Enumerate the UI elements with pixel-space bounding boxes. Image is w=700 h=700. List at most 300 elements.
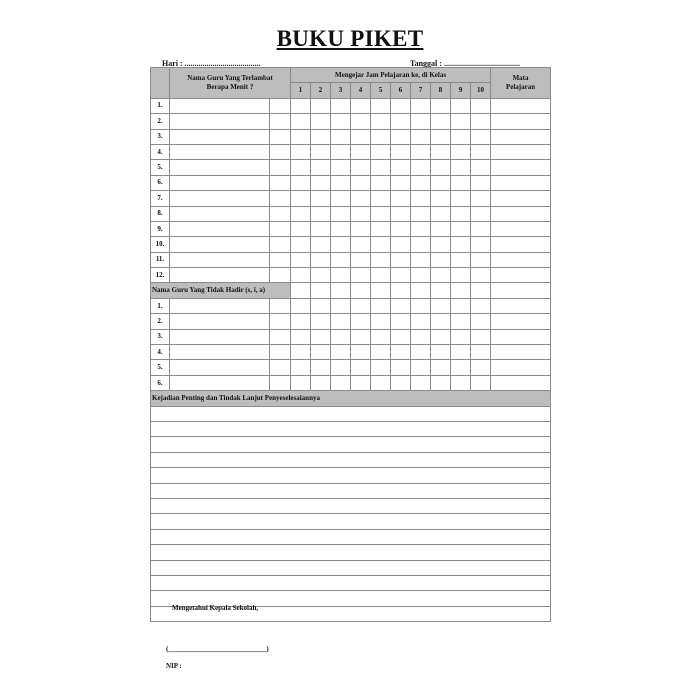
- period-cell[interactable]: [351, 298, 371, 313]
- period-cell[interactable]: [311, 345, 331, 360]
- period-cell[interactable]: [311, 237, 331, 252]
- period-cell[interactable]: [451, 314, 471, 329]
- subject-cell[interactable]: [491, 191, 551, 206]
- period-cell[interactable]: [351, 206, 371, 221]
- period-cell[interactable]: [451, 268, 471, 283]
- event-line-cell[interactable]: [151, 545, 551, 560]
- period-cell[interactable]: [471, 129, 491, 144]
- period-cell[interactable]: [451, 129, 471, 144]
- period-cell[interactable]: [391, 345, 411, 360]
- period-cell[interactable]: [411, 144, 431, 159]
- period-cell[interactable]: [291, 329, 311, 344]
- teacher-name-cell[interactable]: [170, 329, 270, 344]
- period-cell[interactable]: [371, 237, 391, 252]
- event-line: [151, 514, 551, 529]
- period-cell[interactable]: [311, 191, 331, 206]
- late-teacher-row: [151, 252, 551, 267]
- teacher-name-cell[interactable]: [170, 144, 270, 159]
- period-cell[interactable]: [351, 129, 371, 144]
- period-cell[interactable]: [471, 360, 491, 375]
- period-cell[interactable]: [311, 160, 331, 175]
- period-cell[interactable]: [471, 206, 491, 221]
- period-cell[interactable]: [391, 360, 411, 375]
- period-cell[interactable]: [451, 221, 471, 236]
- period-cell[interactable]: [371, 345, 391, 360]
- nip-label: NIP :: [166, 662, 182, 670]
- row-number: 5.: [151, 360, 170, 375]
- event-line-cell[interactable]: [151, 468, 551, 483]
- period-cell[interactable]: [431, 160, 451, 175]
- event-line: [151, 529, 551, 544]
- subject-header: Mata Pelajaran: [491, 68, 551, 99]
- row-number: 10.: [151, 237, 170, 252]
- late-teacher-row: [151, 114, 551, 129]
- period-cell[interactable]: [411, 114, 431, 129]
- absent-teacher-row: [151, 375, 551, 390]
- teacher-name-cell[interactable]: [170, 360, 270, 375]
- subject-cell[interactable]: [491, 314, 551, 329]
- late-teacher-row: [151, 237, 551, 252]
- period-cell[interactable]: [391, 175, 411, 190]
- signature-line[interactable]: (____________________________): [166, 645, 269, 653]
- period-cell[interactable]: [331, 160, 351, 175]
- late-teacher-row: [151, 98, 551, 113]
- period-cell[interactable]: [291, 252, 311, 267]
- subject-cell[interactable]: [491, 98, 551, 113]
- teacher-name-cell[interactable]: [170, 98, 270, 113]
- minutes-cell[interactable]: [270, 345, 291, 360]
- period-cell[interactable]: [471, 314, 491, 329]
- period-cell[interactable]: [471, 375, 491, 390]
- period-cell[interactable]: [411, 237, 431, 252]
- period-cell[interactable]: [311, 98, 331, 113]
- period-cell[interactable]: [391, 375, 411, 390]
- period-cell[interactable]: [351, 191, 371, 206]
- period-cell[interactable]: [331, 298, 351, 313]
- period-cell[interactable]: [451, 329, 471, 344]
- period-cell[interactable]: [471, 329, 491, 344]
- period-cell[interactable]: [371, 160, 391, 175]
- period-cell[interactable]: [311, 268, 331, 283]
- period-number: 3: [331, 83, 351, 98]
- minutes-cell[interactable]: [270, 329, 291, 344]
- late-teacher-row: [151, 221, 551, 236]
- teacher-name-cell[interactable]: [170, 298, 270, 313]
- period-cell[interactable]: [391, 206, 411, 221]
- subject-cell[interactable]: [491, 114, 551, 129]
- period-cell[interactable]: [311, 206, 331, 221]
- period-cell[interactable]: [391, 252, 411, 267]
- period-cell[interactable]: [391, 144, 411, 159]
- period-cell[interactable]: [411, 129, 431, 144]
- period-cell[interactable]: [431, 114, 451, 129]
- minutes-cell[interactable]: [270, 129, 291, 144]
- period-cell[interactable]: [471, 268, 491, 283]
- absent-teacher-row: [151, 345, 551, 360]
- period-cell[interactable]: [471, 298, 491, 313]
- period-header: Mengejar Jam Pelajaran ke, di Kelas: [291, 68, 491, 83]
- period-cell[interactable]: [471, 237, 491, 252]
- principal-acknowledgement: Mengetahui Kepala Sekolah,: [172, 604, 259, 612]
- period-cell[interactable]: [451, 144, 471, 159]
- period-cell[interactable]: [371, 268, 391, 283]
- event-line: [151, 483, 551, 498]
- period-cell[interactable]: [451, 191, 471, 206]
- period-cell[interactable]: [331, 237, 351, 252]
- period-cell[interactable]: [471, 175, 491, 190]
- event-line-cell[interactable]: [151, 437, 551, 452]
- period-cell[interactable]: [451, 160, 471, 175]
- period-cell[interactable]: [331, 206, 351, 221]
- period-cell[interactable]: [311, 129, 331, 144]
- period-cell[interactable]: [471, 191, 491, 206]
- period-cell[interactable]: [291, 144, 311, 159]
- teacher-name-cell[interactable]: [170, 314, 270, 329]
- row-number: 12.: [151, 268, 170, 283]
- minutes-cell[interactable]: [270, 144, 291, 159]
- period-cell[interactable]: [431, 268, 451, 283]
- late-teacher-row: [151, 175, 551, 190]
- period-cell[interactable]: [291, 314, 311, 329]
- hari-field[interactable]: Hari : ......................................: [162, 59, 261, 68]
- period-cell[interactable]: [391, 129, 411, 144]
- period-cell[interactable]: [431, 175, 451, 190]
- period-cell[interactable]: [411, 345, 431, 360]
- teacher-name-cell[interactable]: [170, 252, 270, 267]
- period-cell[interactable]: [371, 298, 391, 313]
- period-cell[interactable]: [411, 329, 431, 344]
- period-cell[interactable]: [451, 360, 471, 375]
- period-cell[interactable]: [411, 98, 431, 113]
- subject-cell[interactable]: [491, 375, 551, 390]
- period-cell[interactable]: [411, 221, 431, 236]
- event-line-cell[interactable]: [151, 575, 551, 590]
- period-cell[interactable]: [351, 98, 371, 113]
- period-cell[interactable]: [471, 160, 491, 175]
- subject-cell[interactable]: [491, 298, 551, 313]
- teacher-name-cell[interactable]: [170, 221, 270, 236]
- event-line: [151, 545, 551, 560]
- event-line-cell[interactable]: [151, 421, 551, 436]
- late-teacher-row: [151, 144, 551, 159]
- period-cell[interactable]: [451, 375, 471, 390]
- minutes-cell[interactable]: [270, 360, 291, 375]
- teacher-name-cell[interactable]: [170, 175, 270, 190]
- period-cell[interactable]: [351, 360, 371, 375]
- period-cell[interactable]: [451, 298, 471, 313]
- event-line-cell[interactable]: [151, 529, 551, 544]
- period-cell[interactable]: [311, 221, 331, 236]
- period-cell[interactable]: [411, 314, 431, 329]
- period-cell[interactable]: [391, 298, 411, 313]
- period-cell[interactable]: [311, 314, 331, 329]
- period-cell[interactable]: [291, 206, 311, 221]
- row-number: 9.: [151, 221, 170, 236]
- period-cell[interactable]: [471, 98, 491, 113]
- period-number: 8: [431, 83, 451, 98]
- period-cell[interactable]: [411, 206, 431, 221]
- period-cell[interactable]: [351, 221, 371, 236]
- period-cell[interactable]: [431, 191, 451, 206]
- period-cell[interactable]: [351, 252, 371, 267]
- period-cell[interactable]: [411, 298, 431, 313]
- event-line: [151, 421, 551, 436]
- minutes-cell[interactable]: [270, 191, 291, 206]
- period-cell[interactable]: [331, 144, 351, 159]
- row-number: 2.: [151, 114, 170, 129]
- teacher-name-cell[interactable]: [170, 129, 270, 144]
- period-cell[interactable]: [391, 98, 411, 113]
- period-cell[interactable]: [351, 114, 371, 129]
- event-line: [151, 406, 551, 421]
- period-cell[interactable]: [471, 252, 491, 267]
- period-cell[interactable]: [331, 360, 351, 375]
- minutes-cell[interactable]: [270, 375, 291, 390]
- period-cell[interactable]: [351, 237, 371, 252]
- period-cell[interactable]: [291, 268, 311, 283]
- event-line: [151, 452, 551, 467]
- period-cell[interactable]: [311, 175, 331, 190]
- event-line-cell[interactable]: [151, 483, 551, 498]
- period-cell[interactable]: [331, 375, 351, 390]
- period-cell[interactable]: [331, 129, 351, 144]
- period-cell[interactable]: [391, 237, 411, 252]
- period-number: 10: [471, 83, 491, 98]
- period-cell[interactable]: [351, 160, 371, 175]
- period-cell[interactable]: [331, 221, 351, 236]
- period-cell[interactable]: [371, 114, 391, 129]
- period-cell[interactable]: [291, 160, 311, 175]
- period-cell[interactable]: [331, 114, 351, 129]
- period-number: 4: [351, 83, 371, 98]
- period-cell[interactable]: [311, 375, 331, 390]
- row-number: 3.: [151, 129, 170, 144]
- absent-teacher-row: [151, 360, 551, 375]
- subject-cell[interactable]: [491, 329, 551, 344]
- period-cell[interactable]: [331, 175, 351, 190]
- period-cell[interactable]: [311, 329, 331, 344]
- period-cell[interactable]: [311, 360, 331, 375]
- teacher-name-cell[interactable]: [170, 114, 270, 129]
- late-teacher-row: [151, 160, 551, 175]
- period-cell[interactable]: [451, 345, 471, 360]
- period-number: 2: [311, 83, 331, 98]
- period-cell[interactable]: [411, 375, 431, 390]
- period-cell[interactable]: [431, 360, 451, 375]
- period-cell[interactable]: [471, 144, 491, 159]
- period-cell[interactable]: [431, 329, 451, 344]
- period-cell[interactable]: [371, 191, 391, 206]
- period-cell[interactable]: [351, 268, 371, 283]
- late-teacher-rows: [151, 98, 551, 283]
- period-cell[interactable]: [291, 375, 311, 390]
- tanggal-field[interactable]: Tanggal : ......................................: [410, 59, 520, 68]
- period-cell[interactable]: [351, 314, 371, 329]
- subject-cell[interactable]: [491, 268, 551, 283]
- subject-cell[interactable]: [491, 175, 551, 190]
- period-cell[interactable]: [431, 375, 451, 390]
- period-cell[interactable]: [451, 206, 471, 221]
- period-cell[interactable]: [411, 175, 431, 190]
- period-cell[interactable]: [351, 329, 371, 344]
- period-cell[interactable]: [331, 268, 351, 283]
- minutes-cell[interactable]: [270, 175, 291, 190]
- period-cell[interactable]: [311, 298, 331, 313]
- period-cell[interactable]: [391, 329, 411, 344]
- period-cell[interactable]: [411, 268, 431, 283]
- minutes-cell[interactable]: [270, 206, 291, 221]
- late-teacher-row: [151, 191, 551, 206]
- minutes-cell[interactable]: [270, 160, 291, 175]
- teacher-name-cell[interactable]: [170, 160, 270, 175]
- subject-cell[interactable]: [491, 206, 551, 221]
- teacher-name-cell[interactable]: [170, 375, 270, 390]
- period-cell[interactable]: [371, 175, 391, 190]
- subject-cell[interactable]: [491, 345, 551, 360]
- period-cell[interactable]: [311, 114, 331, 129]
- period-cell[interactable]: [431, 144, 451, 159]
- period-number: 7: [411, 83, 431, 98]
- period-cell[interactable]: [451, 175, 471, 190]
- period-cell[interactable]: [291, 129, 311, 144]
- subject-cell[interactable]: [491, 160, 551, 175]
- period-cell[interactable]: [431, 237, 451, 252]
- row-number: 6.: [151, 375, 170, 390]
- row-number: 2.: [151, 314, 170, 329]
- period-cell[interactable]: [291, 191, 311, 206]
- period-cell[interactable]: [451, 252, 471, 267]
- row-number: 8.: [151, 206, 170, 221]
- period-cell[interactable]: [471, 114, 491, 129]
- period-cell[interactable]: [291, 221, 311, 236]
- subject-cell[interactable]: [491, 237, 551, 252]
- period-cell[interactable]: [351, 375, 371, 390]
- teacher-name-cell[interactable]: [170, 191, 270, 206]
- period-cell[interactable]: [451, 114, 471, 129]
- period-cell[interactable]: [431, 298, 451, 313]
- subject-cell[interactable]: [491, 221, 551, 236]
- absent-teacher-row: [151, 298, 551, 313]
- period-cell[interactable]: [331, 345, 351, 360]
- period-cell[interactable]: [351, 345, 371, 360]
- period-cell[interactable]: [371, 252, 391, 267]
- event-line-cell[interactable]: [151, 560, 551, 575]
- period-cell[interactable]: [371, 375, 391, 390]
- period-cell[interactable]: [391, 221, 411, 236]
- period-cell[interactable]: [331, 314, 351, 329]
- event-line: [151, 468, 551, 483]
- event-line-cell[interactable]: [151, 514, 551, 529]
- piket-table: [150, 67, 551, 622]
- period-cell[interactable]: [431, 206, 451, 221]
- period-cell[interactable]: [471, 345, 491, 360]
- period-cell[interactable]: [411, 160, 431, 175]
- period-cell[interactable]: [391, 191, 411, 206]
- row-number: 1.: [151, 298, 170, 313]
- minutes-cell[interactable]: [270, 114, 291, 129]
- piket-sheet: [150, 67, 550, 622]
- teacher-name-cell[interactable]: [170, 345, 270, 360]
- period-cell[interactable]: [411, 360, 431, 375]
- period-cell[interactable]: [291, 114, 311, 129]
- subject-cell[interactable]: [491, 144, 551, 159]
- minutes-cell[interactable]: [270, 237, 291, 252]
- events-lines: [151, 406, 551, 621]
- period-cell[interactable]: [431, 221, 451, 236]
- subject-cell[interactable]: [491, 360, 551, 375]
- period-cell[interactable]: [391, 160, 411, 175]
- minutes-cell[interactable]: [270, 298, 291, 313]
- period-cell[interactable]: [431, 98, 451, 113]
- period-cell[interactable]: [351, 144, 371, 159]
- period-cell[interactable]: [371, 314, 391, 329]
- period-cell[interactable]: [451, 237, 471, 252]
- period-cell[interactable]: [371, 98, 391, 113]
- event-line: [151, 437, 551, 452]
- minutes-cell[interactable]: [270, 252, 291, 267]
- period-cell[interactable]: [331, 191, 351, 206]
- period-cell[interactable]: [291, 175, 311, 190]
- period-cell[interactable]: [331, 98, 351, 113]
- period-cell[interactable]: [371, 129, 391, 144]
- period-cell[interactable]: [331, 329, 351, 344]
- event-line: [151, 560, 551, 575]
- subject-cell[interactable]: [491, 252, 551, 267]
- period-cell[interactable]: [311, 144, 331, 159]
- period-cell[interactable]: [431, 129, 451, 144]
- teacher-name-cell[interactable]: [170, 268, 270, 283]
- period-cell[interactable]: [291, 360, 311, 375]
- event-line-cell[interactable]: [151, 498, 551, 513]
- minutes-cell[interactable]: [270, 268, 291, 283]
- period-cell[interactable]: [391, 314, 411, 329]
- period-cell[interactable]: [371, 206, 391, 221]
- period-cell[interactable]: [291, 345, 311, 360]
- minutes-cell[interactable]: [270, 314, 291, 329]
- event-line-cell[interactable]: [151, 406, 551, 421]
- period-cell[interactable]: [431, 345, 451, 360]
- period-cell[interactable]: [371, 144, 391, 159]
- period-cell[interactable]: [371, 221, 391, 236]
- minutes-cell[interactable]: [270, 221, 291, 236]
- period-cell[interactable]: [471, 221, 491, 236]
- period-cell[interactable]: [291, 298, 311, 313]
- period-cell[interactable]: [391, 114, 411, 129]
- period-cell[interactable]: [371, 329, 391, 344]
- period-cell[interactable]: [351, 175, 371, 190]
- period-cell[interactable]: [331, 252, 351, 267]
- late-teacher-row: [151, 206, 551, 221]
- period-cell[interactable]: [431, 252, 451, 267]
- absent-teacher-rows: [151, 298, 551, 390]
- teacher-name-cell[interactable]: [170, 206, 270, 221]
- subject-cell[interactable]: [491, 129, 551, 144]
- period-cell[interactable]: [411, 252, 431, 267]
- period-cell[interactable]: [371, 360, 391, 375]
- teacher-name-cell[interactable]: [170, 237, 270, 252]
- period-cell[interactable]: [311, 252, 331, 267]
- period-cell[interactable]: [411, 191, 431, 206]
- event-line-cell[interactable]: [151, 452, 551, 467]
- period-cell[interactable]: [391, 268, 411, 283]
- period-cell[interactable]: [291, 237, 311, 252]
- period-cell[interactable]: [291, 98, 311, 113]
- minutes-cell[interactable]: [270, 98, 291, 113]
- period-cell[interactable]: [431, 314, 451, 329]
- absent-teacher-row: [151, 314, 551, 329]
- period-number: 9: [451, 83, 471, 98]
- period-cell[interactable]: [451, 98, 471, 113]
